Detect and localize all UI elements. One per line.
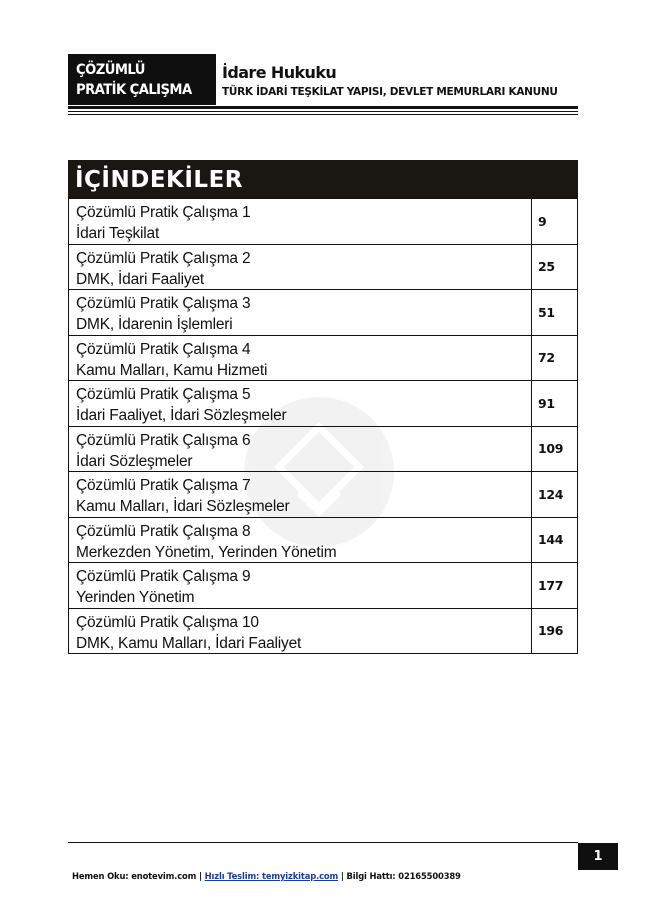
footer-separator: | [338, 871, 347, 881]
toc-entry-title: Çözümlü Pratik Çalışma 10 [76, 613, 259, 631]
toc-entry-page: 91 [531, 381, 577, 426]
toc-entry-title: Çözümlü Pratik Çalışma 8 [76, 522, 251, 540]
toc-entry-text [69, 518, 531, 563]
toc-row[interactable] [69, 290, 577, 336]
page-number: 1 [578, 843, 618, 870]
toc-entry-topic: DMK, İdarenin İşlemleri [76, 316, 233, 333]
toc-heading: İÇİNDEKİLER [68, 160, 578, 198]
toc-entry-page: 109 [531, 427, 577, 472]
toc-entry-topic: Kamu Malları, İdari Sözleşmeler [76, 498, 290, 515]
toc-entry-text [69, 336, 531, 381]
header-rule-thin [68, 114, 578, 115]
toc-entry-title: Çözümlü Pratik Çalışma 6 [76, 431, 251, 449]
toc-entry-text [69, 245, 531, 290]
toc-row[interactable] [69, 381, 577, 427]
footer-phone-label: Bilgi Hattı: 02165500389 [346, 871, 461, 881]
header-rule-thin [68, 111, 578, 112]
toc-entry-topic: Yerinden Yönetim [76, 589, 195, 606]
toc-entry-text [69, 381, 531, 426]
toc-entry-text [69, 199, 531, 244]
toc-entry-title: Çözümlü Pratik Çalışma 2 [76, 249, 251, 267]
toc-entry-text [69, 290, 531, 335]
toc-entry-page: 9 [531, 199, 577, 244]
toc-entry-page: 177 [531, 563, 577, 608]
toc-entry-page: 51 [531, 290, 577, 335]
toc-entry-title: Çözümlü Pratik Çalışma 7 [76, 477, 251, 494]
footer-rule [68, 842, 578, 843]
toc-entry-page: 196 [531, 609, 577, 654]
toc-entry-title: Çözümlü Pratik Çalışma 4 [76, 340, 251, 358]
brand-label [76, 60, 192, 100]
toc-row[interactable] [69, 472, 577, 518]
toc-entry-topic: İdari Sözleşmeler [76, 452, 193, 470]
toc-row[interactable] [69, 198, 577, 245]
brand-line-1: ÇÖZÜMLÜ [76, 62, 145, 78]
table-of-contents [68, 160, 578, 654]
toc-row[interactable] [69, 563, 577, 609]
toc-entry-topic: İdari Teşkilat [76, 225, 160, 242]
header-rule [68, 106, 578, 109]
toc-row[interactable] [69, 518, 577, 564]
brand-line-2: PRATİK ÇALIŞMA [76, 82, 192, 98]
toc-entry-text [69, 472, 531, 517]
book-title: İdare Hukuku [222, 63, 337, 82]
toc-entry-title: Çözümlü Pratik Çalışma 5 [76, 386, 251, 403]
toc-entry-topic: İdari Faaliyet, İdari Sözleşmeler [76, 407, 287, 424]
toc-entry-topic: Merkezden Yönetim, Yerinden Yönetim [76, 543, 337, 561]
toc-entry-title: Çözümlü Pratik Çalışma 1 [76, 204, 251, 221]
toc-entry-page: 144 [531, 518, 577, 563]
toc-entry-text [69, 563, 531, 608]
toc-row[interactable] [69, 427, 577, 473]
book-subtitle: TÜRK İDARİ TEŞKİLAT YAPISI, DEVLET MEMURLARI KANUNU [222, 86, 558, 98]
toc-entry-page: 72 [531, 336, 577, 381]
toc-row[interactable] [69, 245, 577, 291]
toc-entry-topic: DMK, Kamu Malları, İdari Faaliyet [76, 634, 302, 652]
toc-entry-title: Çözümlü Pratik Çalışma 3 [76, 295, 251, 312]
footer-info [72, 871, 461, 881]
toc-entry-page: 124 [531, 472, 577, 517]
toc-table [68, 198, 578, 654]
toc-entry-title: Çözümlü Pratik Çalışma 9 [76, 568, 251, 585]
toc-entry-text [69, 427, 531, 472]
toc-entry-text [69, 609, 531, 654]
footer-delivery-link[interactable]: Hızlı Teslim: temyizkitap.com [204, 871, 339, 881]
toc-entry-page: 25 [531, 245, 577, 290]
toc-entry-topic: DMK, İdari Faaliyet [76, 270, 204, 288]
toc-row[interactable] [69, 609, 577, 655]
toc-entry-topic: Kamu Malları, Kamu Hizmeti [76, 361, 268, 379]
footer-read-label: Hemen Oku: enotevim.com [72, 871, 197, 881]
footer-separator: | [196, 871, 205, 881]
toc-row[interactable] [69, 336, 577, 382]
